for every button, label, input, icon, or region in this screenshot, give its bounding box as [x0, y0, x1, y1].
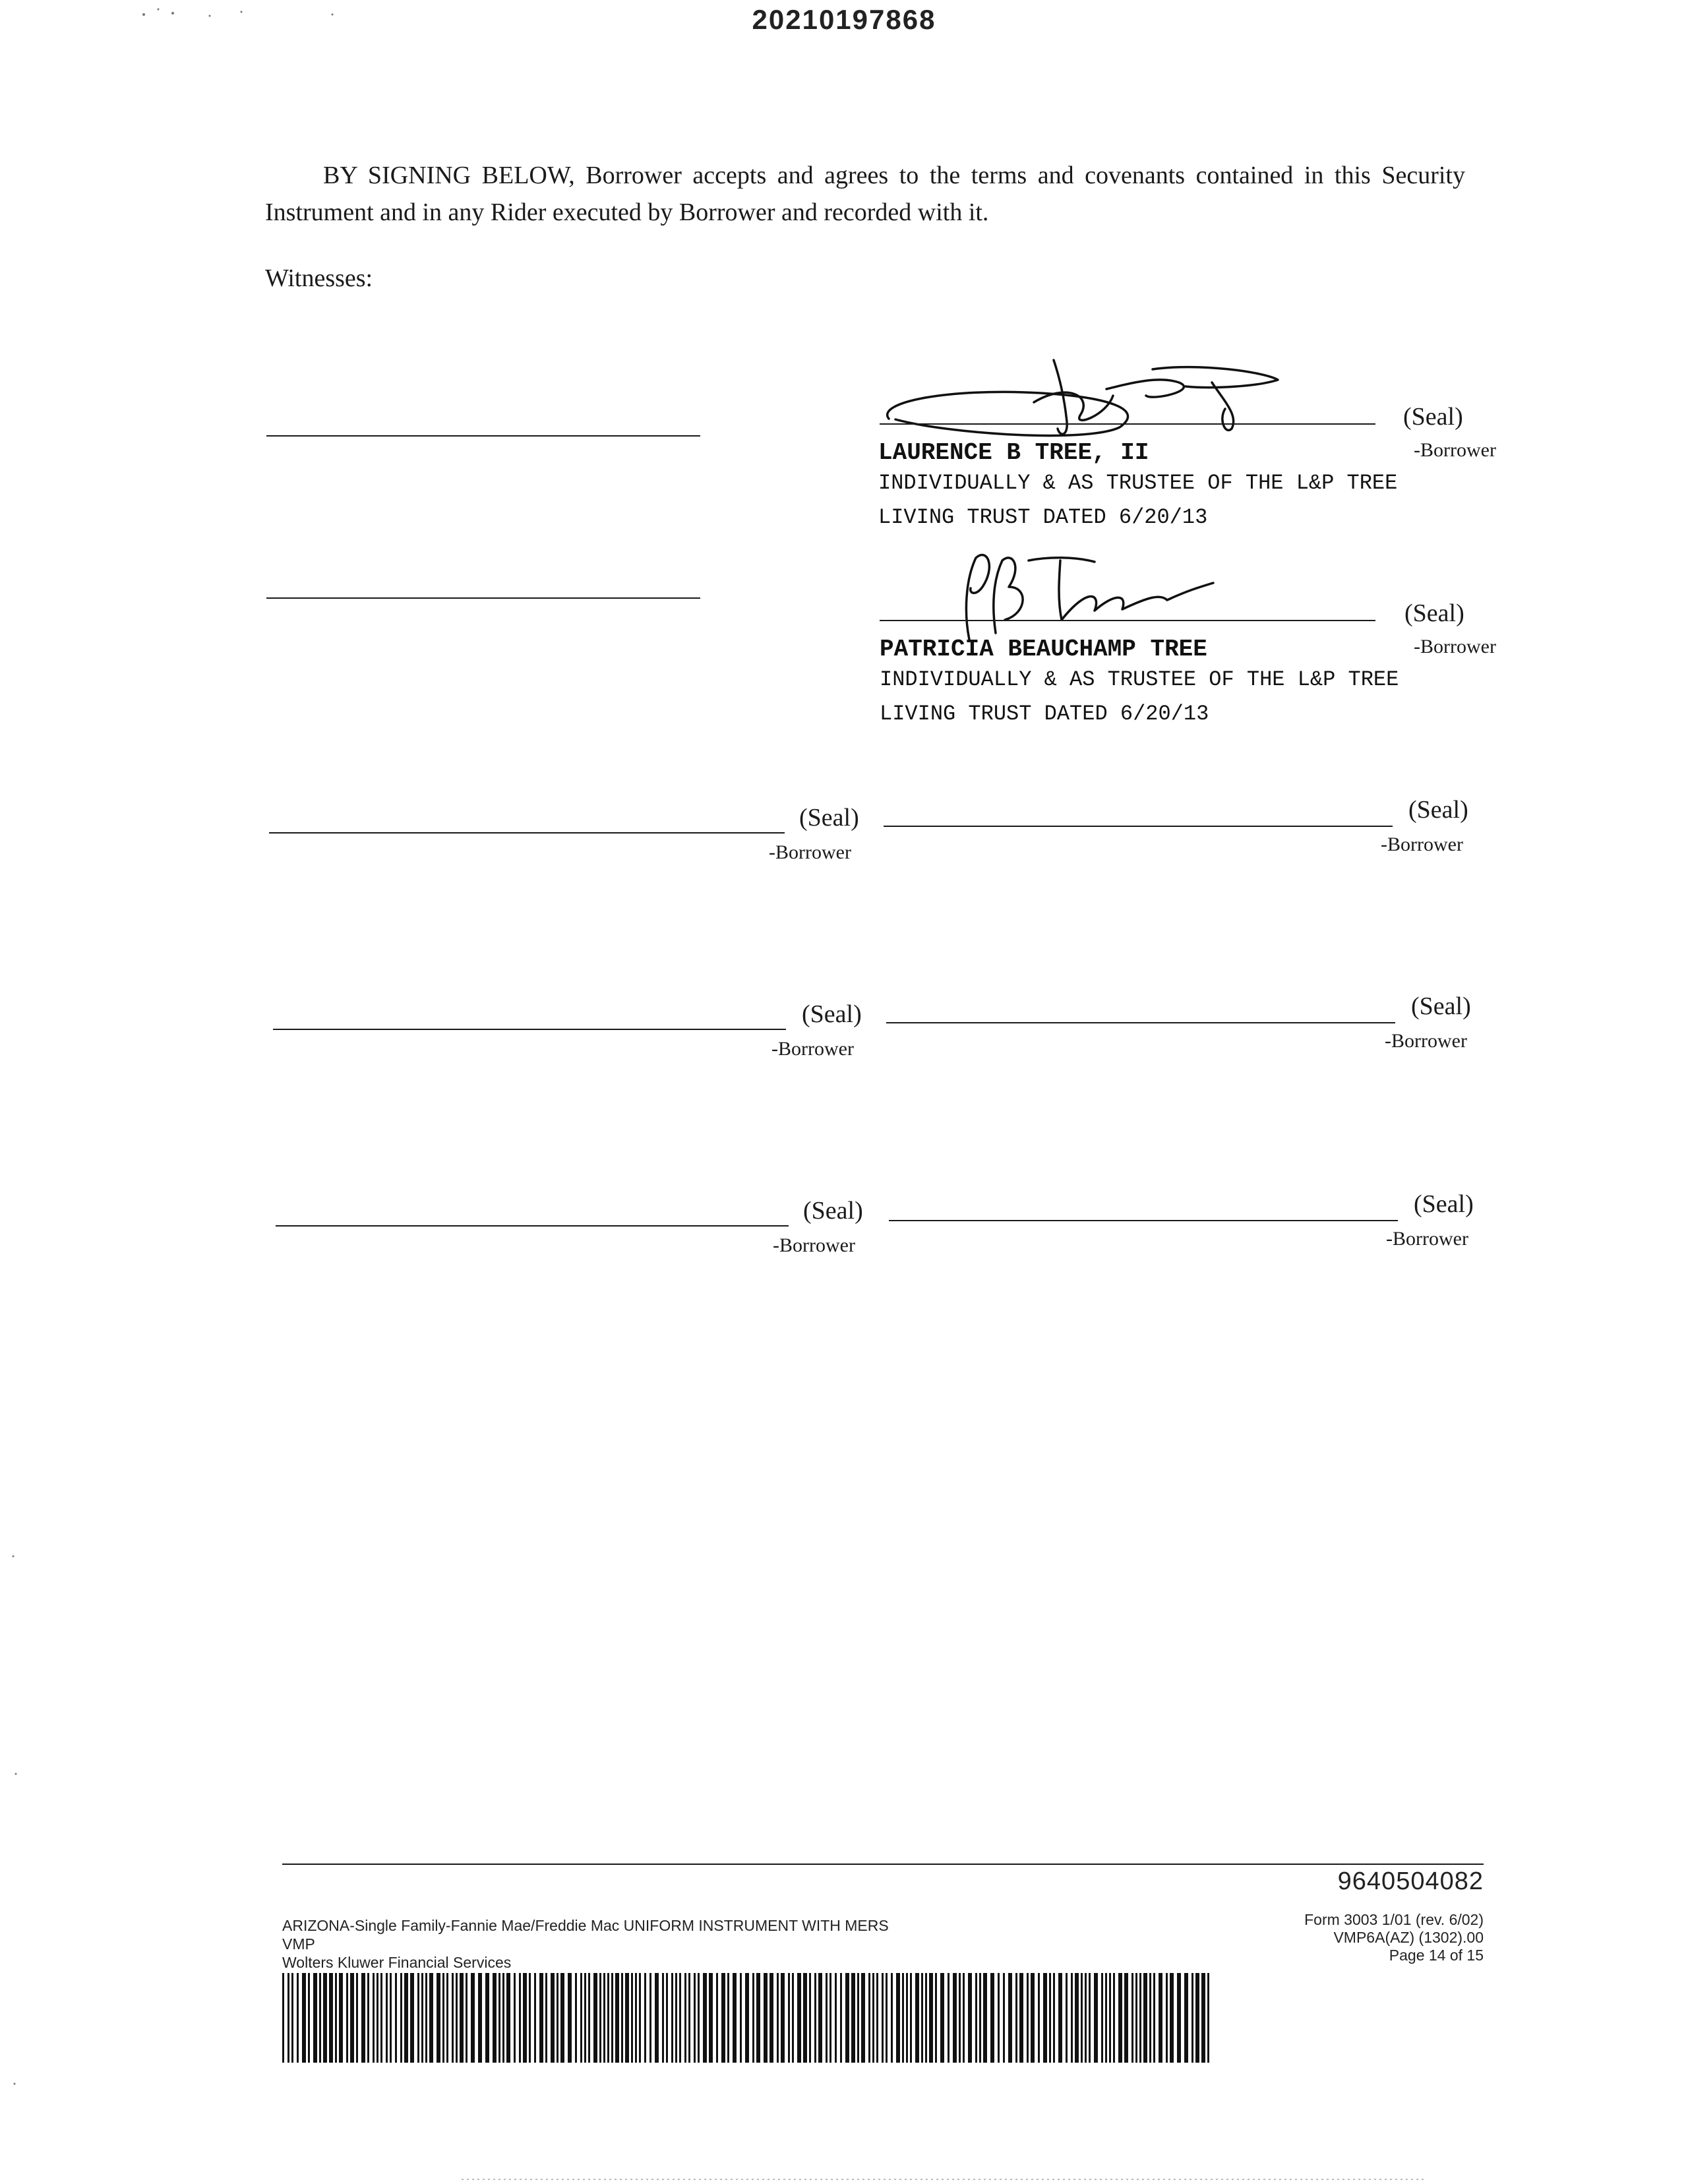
barcode-bar: [1081, 1973, 1083, 2063]
barcode-bar: [1184, 1973, 1188, 2063]
barcode-bar: [764, 1973, 768, 2063]
barcode-bar: [990, 1973, 994, 2063]
barcode-bar: [694, 1973, 696, 2063]
barcode-bar: [557, 1973, 558, 2063]
barcode-bar: [1170, 1973, 1174, 2063]
vendor-name: VMP: [282, 1935, 315, 1953]
barcode-bar: [377, 1973, 378, 2063]
barcode-bar: [709, 1973, 713, 2063]
footer-divider: [282, 1864, 1484, 1865]
barcode-bar: [615, 1973, 619, 2063]
barcode-bar: [313, 1973, 317, 2063]
barcode-bar: [688, 1973, 690, 2063]
barcode-bar: [410, 1973, 414, 2063]
barcode-bar: [485, 1973, 489, 2063]
barcode-bar: [777, 1973, 779, 2063]
barcode-bar: [1166, 1973, 1168, 2063]
barcode-bar: [593, 1973, 597, 2063]
barcode-bar: [400, 1973, 402, 2063]
form-title: ARIZONA-Single Family-Fannie Mae/Freddie Mac UNIFORM INSTRUMENT WITH MERS: [282, 1917, 889, 1934]
barcode-bar: [631, 1973, 633, 2063]
barcode-bar: [666, 1973, 668, 2063]
witnesses-label: Witnesses:: [265, 264, 373, 292]
barcode-bar: [733, 1973, 737, 2063]
barcode-bar: [319, 1973, 321, 2063]
barcode-bar: [584, 1973, 586, 2063]
barcode-bar: [891, 1973, 893, 2063]
barcode-bar: [421, 1973, 423, 2063]
barcode-bar: [953, 1973, 957, 2063]
handwritten-signature-patricia: [950, 547, 1226, 646]
barcode-bar: [797, 1973, 801, 2063]
barcode-bar: [380, 1973, 382, 2063]
barcode-bar: [925, 1973, 927, 2063]
borrower-role-label: -Borrower: [1386, 1228, 1468, 1250]
barcode-bar: [297, 1973, 299, 2063]
borrower-signature-line: [276, 1225, 789, 1227]
borrower-signature-line: [886, 1022, 1395, 1023]
barcode-bar: [921, 1973, 923, 2063]
barcode-bar: [466, 1973, 467, 2063]
witness-signature-line: [266, 597, 700, 599]
barcode-bar: [1058, 1973, 1062, 2063]
publisher-name: Wolters Kluwer Financial Services: [282, 1954, 512, 1971]
barcode-bar: [350, 1973, 354, 2063]
barcode-bar: [417, 1973, 419, 2063]
barcode-bar: [1131, 1973, 1133, 2063]
barcode-bar: [373, 1973, 375, 2063]
borrower-role-label: -Borrower: [771, 1038, 854, 1060]
barcode-bar: [756, 1973, 760, 2063]
barcode-bar: [968, 1973, 972, 2063]
barcode-bar: [935, 1973, 937, 2063]
barcode-bar: [886, 1973, 888, 2063]
barcode-bar: [287, 1973, 289, 2063]
barcode-bar: [498, 1973, 500, 2063]
form-footer-right: [1304, 1911, 1484, 1964]
barcode-bar: [1149, 1973, 1151, 2063]
barcode-bar: [1207, 1973, 1209, 2063]
barcode-bar: [471, 1973, 475, 2063]
barcode-bar: [603, 1973, 605, 2063]
barcode-bar: [599, 1973, 601, 2063]
barcode-bar: [679, 1973, 681, 2063]
barcode-bar: [607, 1973, 609, 2063]
barcode-bar: [323, 1973, 327, 2063]
barcode-bar: [390, 1973, 392, 2063]
barcode-bar: [580, 1973, 582, 2063]
barcode-bar: [1118, 1973, 1122, 2063]
barcode-bar: [675, 1973, 677, 2063]
barcode-bar: [1201, 1973, 1205, 2063]
form-number: Form 3003 1/01 (rev. 6/02): [1304, 1911, 1484, 1928]
barcode-bar: [1113, 1973, 1115, 2063]
barcode-bar: [1071, 1973, 1073, 2063]
barcode-bar: [959, 1973, 961, 2063]
signer-capacity: LIVING TRUST DATED 6/20/13: [880, 702, 1209, 726]
barcode-bar: [329, 1973, 333, 2063]
barcode-bar: [1177, 1973, 1181, 2063]
barcode-bar: [534, 1973, 536, 2063]
barcode-bar: [740, 1973, 742, 2063]
signer-name: PATRICIA BEAUCHAMP TREE: [880, 636, 1207, 663]
barcode-bar: [906, 1973, 908, 2063]
barcode-bar: [975, 1973, 977, 2063]
form-footer-left: [282, 1916, 889, 1972]
barcode-bar: [1008, 1973, 1012, 2063]
barcode-bar: [1015, 1973, 1017, 2063]
barcode-bar: [727, 1973, 729, 2063]
barcode-bar: [308, 1973, 310, 2063]
barcode-bar: [803, 1973, 807, 2063]
barcode-bar: [1066, 1973, 1068, 2063]
barcode-bar: [356, 1973, 358, 2063]
borrower-signature-line: [884, 826, 1393, 827]
barcode-bar: [335, 1973, 337, 2063]
barcode-bar: [809, 1973, 811, 2063]
barcode-bar: [291, 1973, 293, 2063]
barcode-bar: [568, 1973, 572, 2063]
borrower-role-label: -Borrower: [1414, 636, 1496, 657]
barcode-bar: [1195, 1973, 1199, 2063]
barcode-bar: [1027, 1973, 1029, 2063]
barcode-bar: [575, 1973, 577, 2063]
barcode-bar: [818, 1973, 822, 2063]
barcode-bar: [1043, 1973, 1047, 2063]
barcode-bar: [829, 1973, 831, 2063]
barcode-bar: [840, 1973, 842, 2063]
barcode-bar: [1105, 1973, 1107, 2063]
barcode-bar: [1139, 1973, 1141, 2063]
barcode-bar: [655, 1973, 659, 2063]
barcode-bar: [404, 1973, 408, 2063]
barcode-bar: [684, 1973, 686, 2063]
barcode-bar: [1075, 1973, 1079, 2063]
barcode-bar: [529, 1973, 531, 2063]
barcode-bar: [611, 1973, 613, 2063]
barcode-bar: [1153, 1973, 1155, 2063]
document-number: 20210197868: [752, 4, 936, 35]
seal-label: (Seal): [1411, 992, 1471, 1020]
barcode-bar: [1109, 1973, 1111, 2063]
barcode-bar: [437, 1973, 440, 2063]
barcode-bar: [788, 1973, 790, 2063]
signing-statement: BY SIGNING BELOW, Borrower accepts and agrees to the terms and covenants contained in this Security Instrument and in any Rider executed by Borrower and recorded with it.: [265, 162, 1465, 226]
barcode-bar: [346, 1973, 348, 2063]
barcode-bar: [460, 1973, 464, 2063]
borrower-role-label: -Borrower: [1381, 834, 1463, 855]
barcode-bar: [835, 1973, 837, 2063]
barcode-bar: [983, 1973, 987, 2063]
barcode-bar: [861, 1973, 865, 2063]
barcode-bar: [545, 1973, 547, 2063]
loan-number: 9640504082: [1337, 1867, 1484, 1895]
barcode-bar: [539, 1973, 543, 2063]
barcode-bar: [523, 1973, 527, 2063]
borrower-signature-line: [880, 423, 1375, 425]
barcode-bar: [716, 1973, 718, 2063]
barcode-bar: [1101, 1973, 1103, 2063]
barcode-bar: [635, 1973, 637, 2063]
barcode-bar: [649, 1973, 651, 2063]
barcode-bar: [302, 1973, 306, 2063]
barcode-bar: [876, 1973, 878, 2063]
signer-capacity: LIVING TRUST DATED 6/20/13: [878, 505, 1208, 530]
barcode-bar: [506, 1973, 510, 2063]
barcode-bar: [882, 1973, 884, 2063]
barcode-bar: [639, 1973, 641, 2063]
barcode-bar: [979, 1973, 981, 2063]
borrower-role-label: -Borrower: [773, 1234, 855, 1256]
barcode-bar: [339, 1973, 343, 2063]
barcode-bar: [446, 1973, 448, 2063]
barcode-bar: [662, 1973, 664, 2063]
barcode-bar: [621, 1973, 623, 2063]
barcode-bar: [1053, 1973, 1055, 2063]
barcode-bar: [1049, 1973, 1051, 2063]
barcode-bar: [644, 1973, 646, 2063]
barcode-bar: [452, 1973, 454, 2063]
borrower-signature-line: [269, 832, 785, 834]
barcode-bar: [367, 1973, 369, 2063]
barcode-bar: [698, 1973, 700, 2063]
barcode-bar: [493, 1973, 497, 2063]
barcode-bar: [456, 1973, 458, 2063]
barcode-bar: [361, 1973, 365, 2063]
seal-label: (Seal): [1403, 403, 1463, 431]
seal-label: (Seal): [799, 804, 859, 832]
barcode-bar: [940, 1973, 944, 2063]
barcode-bar: [514, 1973, 516, 2063]
barcode-bar: [1003, 1973, 1005, 2063]
barcode-bar: [929, 1973, 933, 2063]
barcode-bar: [845, 1973, 849, 2063]
barcode-bar: [910, 1973, 912, 2063]
barcode-bar: [868, 1973, 870, 2063]
barcode-bar: [1124, 1973, 1128, 2063]
barcode-bar: [502, 1973, 504, 2063]
barcode-bar: [792, 1973, 794, 2063]
form-code: VMP6A(AZ) (1302).00: [1333, 1929, 1484, 1946]
borrower-signature-line: [880, 620, 1375, 621]
barcode-bar: [1085, 1973, 1087, 2063]
barcode-bar: [915, 1973, 919, 2063]
barcode-bar: [560, 1973, 564, 2063]
barcode-bar: [282, 1973, 284, 2063]
barcode-bar: [588, 1973, 590, 2063]
barcode-bar: [998, 1973, 1000, 2063]
seal-label: (Seal): [803, 1197, 863, 1225]
barcode-bar: [478, 1973, 482, 2063]
barcode-bar: [1143, 1973, 1147, 2063]
barcode-bar: [826, 1973, 828, 2063]
seal-label: (Seal): [1408, 796, 1468, 824]
barcode-bar: [721, 1973, 725, 2063]
barcode: [282, 1973, 1212, 2063]
signer-capacity: INDIVIDUALLY & AS TRUSTEE OF THE L&P TREE: [878, 471, 1398, 495]
barcode-bar: [386, 1973, 388, 2063]
barcode-bar: [1089, 1973, 1091, 2063]
borrower-role-label: -Borrower: [1414, 439, 1496, 461]
barcode-bar: [1135, 1973, 1137, 2063]
barcode-bar: [442, 1973, 444, 2063]
barcode-bar: [851, 1973, 855, 2063]
seal-label: (Seal): [1414, 1190, 1474, 1218]
seal-label: (Seal): [1404, 599, 1464, 627]
barcode-bar: [1038, 1973, 1040, 2063]
barcode-bar: [395, 1973, 397, 2063]
barcode-bar: [425, 1973, 427, 2063]
barcode-bar: [519, 1973, 521, 2063]
borrower-signature-line: [889, 1220, 1398, 1221]
barcode-bar: [896, 1973, 900, 2063]
barcode-bar: [1159, 1973, 1162, 2063]
barcode-bar: [625, 1973, 629, 2063]
barcode-bar: [1094, 1973, 1098, 2063]
barcode-bar: [429, 1973, 433, 2063]
signer-name: LAURENCE B TREE, II: [878, 439, 1149, 466]
barcode-bar: [1031, 1973, 1035, 2063]
barcode-bar: [781, 1973, 785, 2063]
signer-capacity: INDIVIDUALLY & AS TRUSTEE OF THE L&P TREE: [880, 667, 1399, 692]
barcode-bar: [857, 1973, 859, 2063]
barcode-bar: [671, 1973, 673, 2063]
barcode-bar: [752, 1973, 754, 2063]
witness-signature-line: [266, 435, 700, 437]
borrower-role-label: -Borrower: [769, 841, 851, 863]
handwritten-signature-laurence: [869, 356, 1291, 442]
barcode-bar: [1019, 1973, 1023, 2063]
barcode-bar: [769, 1973, 773, 2063]
borrower-role-label: -Borrower: [1385, 1030, 1467, 1052]
barcode-bar: [703, 1973, 707, 2063]
barcode-bar: [948, 1973, 950, 2063]
seal-label: (Seal): [802, 1000, 862, 1028]
barcode-bar: [1191, 1973, 1193, 2063]
barcode-bar: [872, 1973, 874, 2063]
page-indicator: Page 14 of 15: [1389, 1947, 1484, 1964]
barcode-bar: [551, 1973, 555, 2063]
barcode-bar: [963, 1973, 965, 2063]
barcode-bar: [902, 1973, 904, 2063]
barcode-bar: [745, 1973, 749, 2063]
barcode-bar: [814, 1973, 816, 2063]
borrower-signature-line: [273, 1029, 786, 1030]
